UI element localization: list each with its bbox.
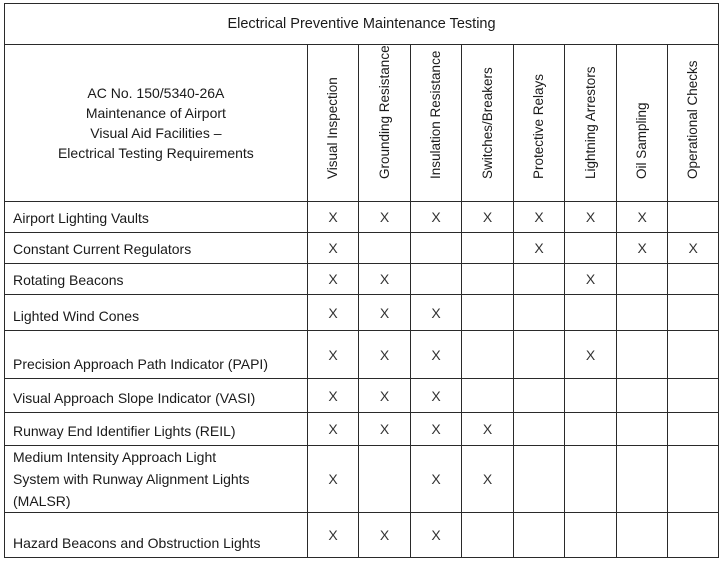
column-header-label: Operational Checks (685, 60, 701, 179)
mark-cell: X (307, 295, 359, 331)
mark-cell: X (359, 379, 411, 413)
column-header (359, 45, 411, 202)
mark-cell: X (565, 264, 617, 295)
row-label-line: Visual Approach Slope Indicator (VASI) (13, 390, 256, 406)
mark-cell: X (307, 513, 359, 558)
mark-cell (513, 331, 565, 379)
row-label-line: (MALSR) (13, 493, 71, 509)
mark-cell (565, 379, 617, 413)
table-row (5, 446, 719, 513)
mark-cell (616, 513, 668, 558)
mark-cell (565, 413, 617, 446)
mark-cell (668, 513, 719, 558)
table-title: Electrical Preventive Maintenance Testing (5, 4, 719, 45)
mark-cell: X (565, 331, 617, 379)
row-label-line: Lighted Wind Cones (13, 308, 140, 324)
row-label-line: Rotating Beacons (13, 272, 124, 288)
mark-cell: X (410, 413, 462, 446)
mark-cell (668, 264, 719, 295)
mark-cell: X (410, 295, 462, 331)
mark-cell (513, 413, 565, 446)
mark-cell: X (410, 331, 462, 379)
column-header (307, 45, 359, 202)
column-header (668, 45, 719, 202)
mark-cell: X (513, 233, 565, 264)
mark-cell (616, 264, 668, 295)
column-header-label: Visual Inspection (325, 77, 341, 179)
row-label-line: Precision Approach Path Indicator (PAPI) (13, 356, 268, 372)
mark-cell: X (307, 202, 359, 233)
table-row (5, 264, 719, 295)
mark-cell: X (359, 202, 411, 233)
mark-cell: X (410, 379, 462, 413)
mark-cell (359, 233, 411, 264)
column-header (410, 45, 462, 202)
table-row (5, 331, 719, 379)
column-header-label: Oil Sampling (634, 102, 650, 179)
row-label (5, 413, 308, 446)
mark-cell: X (307, 331, 359, 379)
row-label-line: Runway End Identifier Lights (REIL) (13, 423, 236, 439)
mark-cell: X (462, 413, 514, 446)
spec-reference (5, 45, 308, 202)
mark-cell (462, 295, 514, 331)
mark-cell: X (359, 264, 411, 295)
table-body (5, 202, 719, 558)
mark-cell (668, 413, 719, 446)
mark-cell: X (410, 446, 462, 513)
mark-cell (565, 513, 617, 558)
mark-cell (668, 379, 719, 413)
mark-cell (565, 233, 617, 264)
mark-cell (462, 379, 514, 413)
mark-cell: X (307, 379, 359, 413)
row-label (5, 513, 308, 558)
mark-cell (462, 513, 514, 558)
spec-line: AC No. 150/5340-26A (87, 85, 225, 101)
mark-cell (410, 233, 462, 264)
row-label-line: Constant Current Regulators (13, 241, 192, 257)
spec-line: Maintenance of Airport (85, 105, 226, 121)
row-label (5, 446, 308, 513)
row-label (5, 331, 308, 379)
table-row (5, 379, 719, 413)
row-label (5, 379, 308, 413)
row-label-line: Medium Intensity Approach Light (13, 449, 217, 465)
mark-cell (359, 446, 411, 513)
row-label (5, 202, 308, 233)
mark-cell: X (462, 202, 514, 233)
mark-cell: X (410, 513, 462, 558)
mark-cell (513, 513, 565, 558)
mark-cell (462, 331, 514, 379)
row-label-line: Hazard Beacons and Obstruction Lights (13, 535, 261, 551)
mark-cell: X (565, 202, 617, 233)
row-label (5, 233, 308, 264)
spec-line: Visual Aid Facilities – (90, 125, 222, 141)
mark-cell (513, 264, 565, 295)
column-header (513, 45, 565, 202)
mark-cell (410, 264, 462, 295)
row-label-line: System with Runway Alignment Lights (13, 471, 250, 487)
mark-cell: X (307, 264, 359, 295)
table-row (5, 413, 719, 446)
mark-cell (668, 202, 719, 233)
mark-cell (565, 446, 617, 513)
mark-cell (513, 446, 565, 513)
mark-cell: X (410, 202, 462, 233)
mark-cell: X (359, 295, 411, 331)
mark-cell (565, 295, 617, 331)
mark-cell (462, 233, 514, 264)
mark-cell: X (462, 446, 514, 513)
column-header-label: Grounding Resistance (376, 45, 392, 179)
mark-cell (513, 295, 565, 331)
maintenance-testing-table (4, 3, 719, 558)
mark-cell (668, 331, 719, 379)
mark-cell: X (359, 331, 411, 379)
mark-cell (462, 264, 514, 295)
mark-cell: X (616, 202, 668, 233)
row-label (5, 295, 308, 331)
mark-cell (668, 446, 719, 513)
mark-cell (616, 446, 668, 513)
table-row (5, 295, 719, 331)
mark-cell (668, 295, 719, 331)
mark-cell (616, 295, 668, 331)
mark-cell: X (513, 202, 565, 233)
spec-line: Electrical Testing Requirements (57, 145, 254, 161)
mark-cell: X (307, 413, 359, 446)
mark-cell: X (307, 233, 359, 264)
column-header (462, 45, 514, 202)
row-label (5, 264, 308, 295)
row-label-line: Airport Lighting Vaults (13, 210, 149, 226)
column-header-label: Insulation Resistance (428, 50, 444, 179)
mark-cell: X (359, 513, 411, 558)
mark-cell (616, 413, 668, 446)
maintenance-table-container (4, 3, 719, 558)
column-header-label: Protective Relays (531, 73, 547, 179)
table-row (5, 513, 719, 558)
mark-cell: X (359, 413, 411, 446)
column-header (616, 45, 668, 202)
column-header-label: Lightning Arrestors (582, 66, 598, 179)
mark-cell: X (668, 233, 719, 264)
mark-cell: X (616, 233, 668, 264)
table-row (5, 202, 719, 233)
mark-cell (616, 331, 668, 379)
column-header-label: Switches/Breakers (479, 67, 495, 179)
table-row (5, 233, 719, 264)
mark-cell (513, 379, 565, 413)
column-header (565, 45, 617, 202)
mark-cell: X (307, 446, 359, 513)
mark-cell (616, 379, 668, 413)
